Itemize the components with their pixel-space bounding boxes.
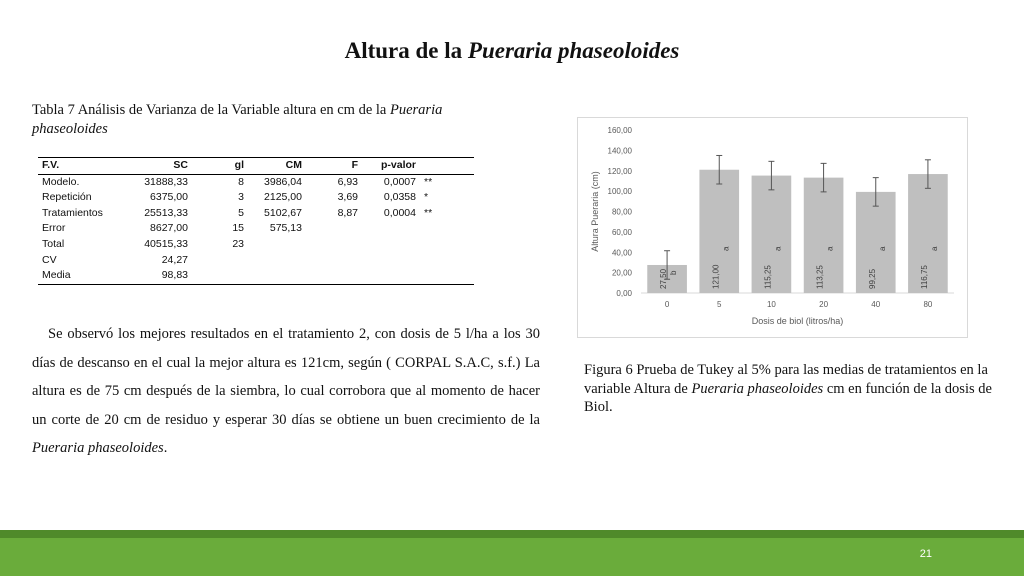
table-cell: 8,87 — [337, 206, 358, 219]
column-header: F.V. — [38, 158, 122, 175]
table-cell: CV — [42, 253, 57, 266]
data-label: 121,00 — [711, 264, 721, 289]
column-header: p-valor — [362, 158, 420, 175]
x-tick-label: 10 — [766, 300, 776, 309]
x-tick-label: 0 — [664, 300, 670, 309]
column-header: CM — [248, 158, 306, 175]
figure-caption: Figura 6 Prueba de Tukey al 5% para las medias de tratamientos en la variable Altura de Pueraria phaseoloides cm en función de la dosis de Biol. — [584, 362, 992, 415]
table-cell — [306, 268, 362, 284]
tukey-letter: a — [721, 246, 731, 251]
table-cell: 3 — [238, 191, 244, 204]
table-cell — [248, 253, 306, 269]
table-row — [38, 253, 474, 269]
table-cell — [362, 253, 420, 269]
table-cell: 31888,33 — [144, 175, 188, 188]
column-header: SC — [122, 158, 192, 175]
slide-title: Altura de la Pueraria phaseoloides — [344, 38, 680, 63]
table-cell: Repetición — [42, 191, 92, 204]
table-cell — [362, 221, 420, 237]
table-cell: 2125,00 — [264, 191, 302, 204]
column-header: gl — [192, 158, 248, 175]
table-cell: Error — [42, 222, 66, 235]
table-cell: 15 — [232, 222, 244, 235]
column-header: F — [306, 158, 362, 175]
table-cell — [420, 268, 474, 284]
table-cell: 0,0007 — [383, 175, 416, 188]
y-tick-label: 160,00 — [607, 126, 632, 135]
table-row — [38, 237, 474, 253]
tukey-letter: b — [669, 270, 679, 275]
data-label: 99,25 — [867, 268, 877, 289]
x-tick-label: 20 — [819, 300, 829, 309]
data-label: 116,75 — [919, 265, 929, 289]
x-tick-label: 40 — [871, 300, 881, 309]
table-cell: 3986,04 — [264, 175, 302, 188]
table-cell — [420, 237, 474, 253]
table-cell: 3,69 — [337, 191, 358, 204]
table-cell: 25513,33 — [144, 206, 188, 219]
y-tick-label: 100,00 — [607, 187, 632, 197]
table-header-row — [38, 158, 474, 175]
data-label: 115,25 — [763, 265, 773, 289]
table-cell — [362, 237, 420, 253]
column-header — [420, 158, 474, 175]
table-cell — [306, 221, 362, 237]
table-cell: 6375,00 — [150, 191, 188, 204]
x-tick-label: 5 — [717, 300, 722, 309]
table-cell: 23 — [232, 237, 244, 250]
table-cell: 40515,33 — [144, 237, 188, 250]
table-cell: Tratamientos — [42, 206, 103, 219]
x-axis-title: Dosis de biol (litros/ha) — [751, 316, 844, 326]
table-cell: 6,93 — [337, 175, 358, 188]
tukey-letter: a — [825, 246, 835, 251]
y-tick-label: 0,00 — [616, 289, 632, 298]
table-cell — [248, 237, 306, 253]
table-cell — [306, 253, 362, 269]
table-cell: Modelo. — [42, 175, 80, 188]
tukey-letter: a — [929, 246, 939, 251]
table-cell — [192, 268, 248, 284]
table-cell — [306, 237, 362, 253]
table-cell: 0,0358 — [383, 191, 416, 204]
footer-bar — [0, 530, 1024, 576]
table-cell — [362, 268, 420, 284]
table-caption: Tabla 7 Análisis de Varianza de la Variable altura en cm de la Pueraria phaseoloides — [32, 102, 443, 137]
data-label: 113,25 — [815, 265, 825, 289]
y-tick-label: 40,00 — [611, 248, 632, 258]
table-cell: 24,27 — [161, 253, 188, 266]
data-label: 27,50 — [659, 268, 669, 289]
y-axis-title: Altura Pueraria (cm) — [590, 171, 600, 252]
table-cell: 8627,00 — [150, 222, 188, 235]
y-tick-label: 20,00 — [611, 268, 632, 278]
table-cell: 5 — [238, 206, 244, 219]
table-cell: ** — [424, 206, 433, 219]
table-cell: 0,0004 — [383, 206, 416, 219]
table-cell — [192, 253, 248, 269]
table-row — [38, 174, 474, 190]
table-cell — [420, 253, 474, 269]
table-cell: ** — [424, 175, 433, 188]
table-cell: * — [424, 191, 429, 204]
tukey-letter: a — [773, 246, 783, 251]
y-tick-label: 140,00 — [607, 146, 632, 156]
tukey-letter: a — [877, 246, 887, 251]
table-cell — [420, 221, 474, 237]
table-row — [38, 268, 474, 284]
body-paragraph: Se observó los mejores resultados en el tratamiento 2, con dosis de 5 l/ha a los 30 días de descanso en el cual la mejor altura es 121cm, según ( CORPAL S.A.C, s.f.) La altura es de 75 cm después de la siembra, lo cual corrobora que al momento de hacer un corte de 20 cm de residuo y esperar 30 días se obtiene un buen crecimiento de la Pueraria phaseoloides. — [32, 326, 540, 456]
y-tick-label: 80,00 — [611, 207, 632, 217]
chart-container — [577, 117, 968, 338]
table-cell: 8 — [238, 175, 244, 188]
table-cell: 98,83 — [122, 268, 192, 284]
table-row — [38, 190, 474, 206]
table-cell: 575,13 — [269, 222, 302, 235]
anova-table — [38, 157, 474, 285]
table-row — [38, 221, 474, 237]
y-tick-label: 120,00 — [607, 166, 632, 176]
table-cell: Media — [38, 268, 122, 284]
y-tick-label: 60,00 — [611, 227, 632, 237]
table-cell — [248, 268, 306, 284]
footer-stripe — [0, 530, 1024, 538]
table-cell: 5102,67 — [264, 206, 302, 219]
x-tick-label: 80 — [923, 300, 933, 309]
table-cell: Total — [42, 237, 65, 250]
table-row — [38, 206, 474, 222]
tukey-bar-chart — [578, 118, 967, 337]
page-number: 21 — [919, 548, 932, 560]
